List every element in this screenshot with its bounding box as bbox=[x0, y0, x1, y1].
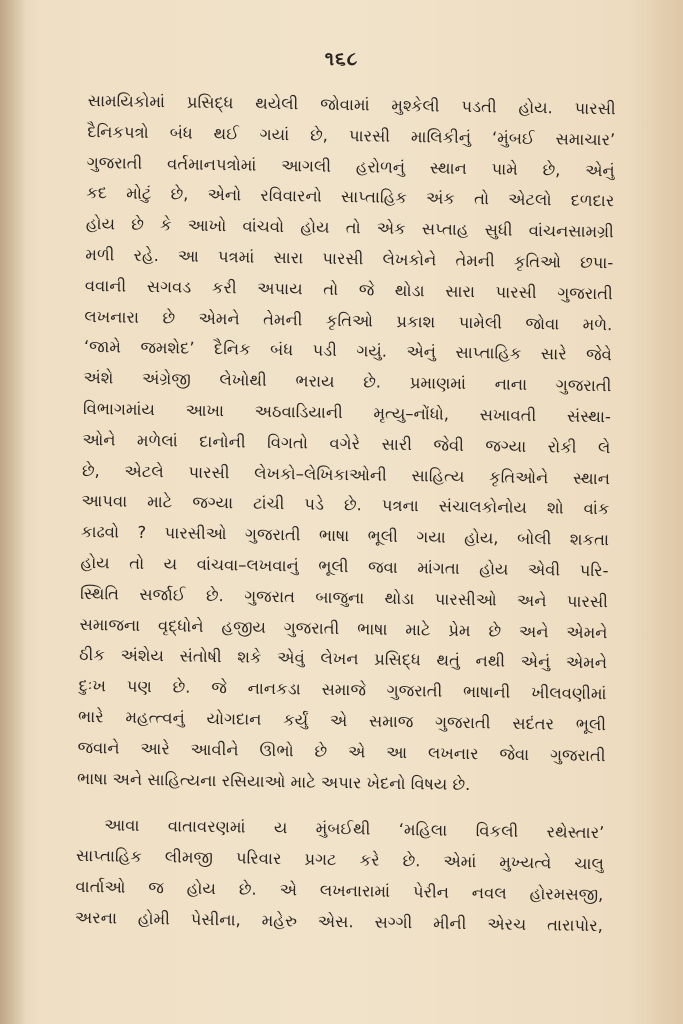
text-line: સામયિકોમાં પ્રસિદ્ધ થયેલી જોવામાં મુશ્કેલી પડતી હોય. પારસી bbox=[87, 90, 616, 119]
paragraph-2 bbox=[75, 810, 605, 941]
text-line: મળી રહે. આ પત્રમાં સારા પારસી લેખકોને તેમની કૃતિઓ છપા- bbox=[85, 244, 614, 273]
text-line: સમાજના વૃદ્ધોને હજીય ગુજરાતી ભાષા માટે પ્રેમ છે અને એમને bbox=[79, 614, 608, 642]
text-line: વિભાગમાંય આખા અઠવાડિયાની મૃત્યુ–નોંધો, સખાવતી સંસ્થા- bbox=[82, 398, 612, 427]
text-line: ભાષા અને સાહિત્યના રસિયાઓ માટે અપાર ખેદનો વિષય છે. bbox=[76, 768, 471, 794]
text-line: અંશે અંગ્રેજી લેખોથી ભરાય છે. પ્રમાણમાં નાના ગુજરાતી bbox=[83, 368, 612, 396]
text-line: દુઃખ પણ છે. જે નાનકડા સમાજે ગુજરાતી ભાષાની ખીલવણીમાં bbox=[78, 676, 607, 704]
page-number: ૧૬૮ bbox=[324, 48, 359, 70]
text-line: વવાની સગવડ કરી અપાય તો જે થોડા સારા પારસી ગુજરાતી bbox=[84, 275, 613, 304]
text-line: ગુજરાતી વર્તમાનપત્રોમાં આગલી હરોળનું સ્થાન પામે છે, એનું bbox=[86, 152, 615, 180]
text-line: દૈનિકપત્રો બંધ થઈ ગયાં છે, પારસી માલિકીનું ‘મુંબઈ સમાચાર’ bbox=[87, 121, 616, 150]
text-line: કાઢવો ? પારસીઓ ગુજરાતી ભાષા ભૂલી ગયા હોય, બોલી શકતા bbox=[80, 522, 610, 550]
text-line: કદ મોટું છે, એનો રવિવારનો સાપ્તાહિક અંક તો એટલો દળદાર bbox=[86, 183, 615, 211]
text-line: જવાને આરે આવીને ઊભો છે એ આ લખનાર જેવા ગુજરાતી bbox=[77, 737, 606, 765]
text-line: આપવા માટે જગ્યા ટાંચી પડે છે. પત્રના સંચાલકોનોય શો વાંક bbox=[81, 491, 610, 519]
text-line: હોય છે કે આખો વાંચવો હોય તો એક સપ્તાહ સુધી વાંચનસામગ્રી bbox=[85, 214, 614, 242]
text-line: ઓને મળેલાં દાનોની વિગતો વગેરે સારી જેવી જગ્યા રોકી લે bbox=[82, 429, 611, 458]
text-line: સાપ્તાહિક લીમજી પરિવાર પ્રગટ કરે છે. એમાં મુખ્યત્વે ચાલુ bbox=[75, 846, 604, 874]
text-line: આવા વાતાવરણમાં ય મુંબઈથી ‘મહિલા વિકલી રથેસ્તાર’ bbox=[104, 815, 605, 843]
text-line: છે, એટલે પારસી લેખકો–લેખિકાઓની સાહિત્ય કૃતિઓને સ્થાન bbox=[81, 460, 611, 488]
text-line: સ્થિતિ સર્જાઈ છે. ગુજરાત બાજુના થોડા પારસીઓ અને પારસી bbox=[79, 583, 609, 611]
text-line: ભારે મહત્ત્વનું યોગદાન કર્યું એ સમાજ ગુજરાતી સદંતર ભૂલી bbox=[77, 706, 607, 735]
page-body bbox=[75, 86, 616, 942]
text-line: લખનારા છે એમને તેમની કૃતિઓ પ્રકાશ પામેલી જોવા મળે. bbox=[84, 306, 613, 334]
text-line: ‘જામે જમશેદ’ દૈનિક બંધ પડી ગયું. એનું સાપ્તાહિક સારે જેવે bbox=[83, 337, 612, 365]
paragraph-1 bbox=[77, 86, 616, 803]
text-line: ઠીક અંશેય સંતોષી શકે એવું લેખન પ્રસિદ્ધ થતું નથી એનું એમને bbox=[78, 645, 608, 673]
text-line: અરના હોમી પેસીના, મહેરુ એસ. સગ્ગી મીની એરચ તારાપોર, bbox=[74, 907, 604, 935]
text-line: વાર્તાઓ જ હોય છે. એ લખનારામાં પેરીન નવલ હોરમસજી, bbox=[75, 876, 604, 905]
text-line: હોય તો ય વાંચવા–લખવાનું ભૂલી જવા માંગતા હોય એવી પરિ- bbox=[80, 552, 609, 581]
